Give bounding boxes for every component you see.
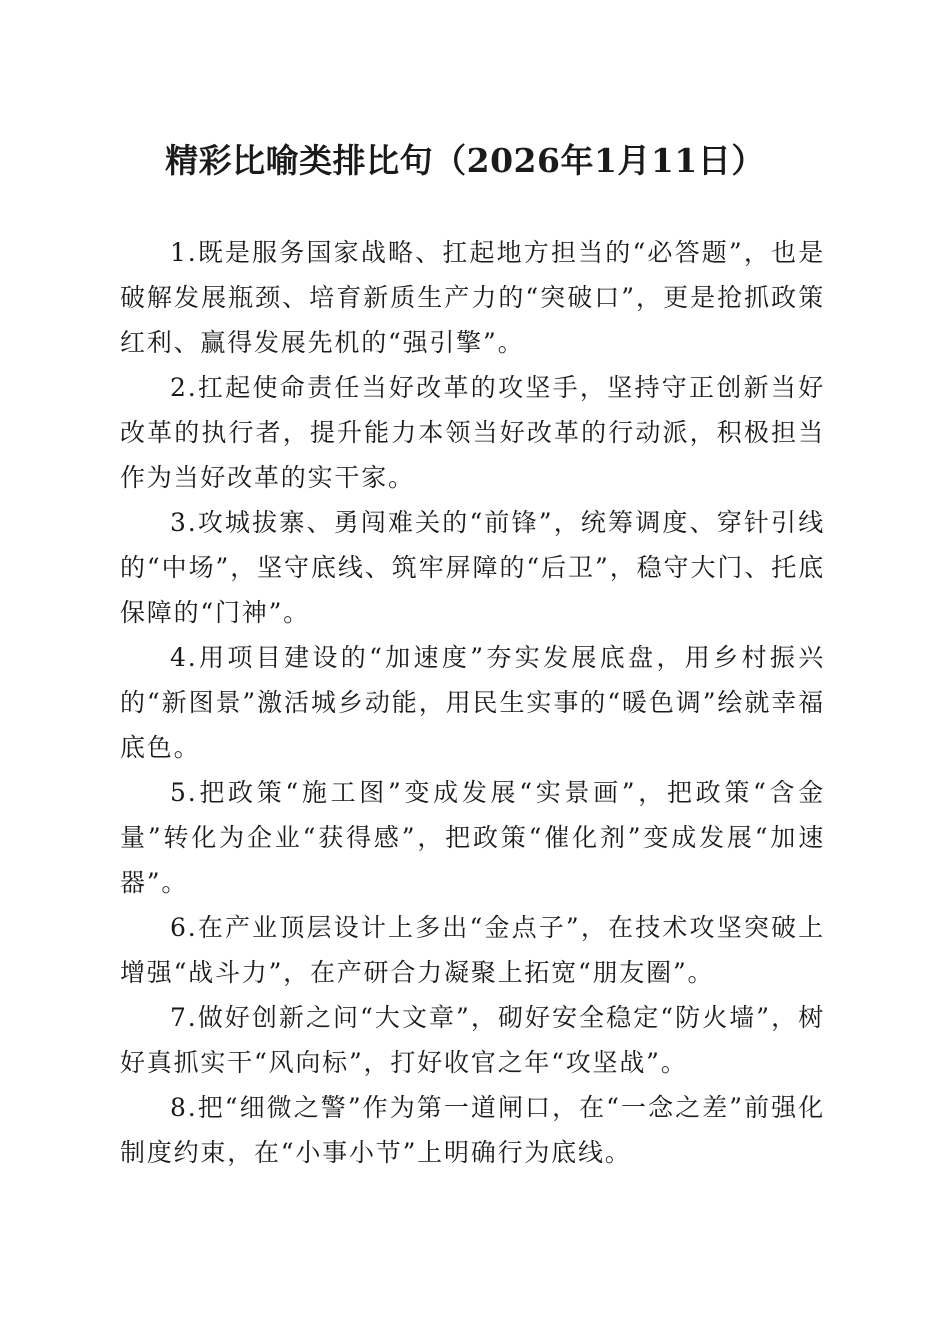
paragraph-6: 6.在产业顶层设计上多出“金点子”，在技术攻坚突破上增强“战斗力”，在产研合力凝聚上拓宽“朋友圈”。 bbox=[120, 913, 825, 987]
paragraph-4: 4.用项目建设的“加速度”夯实发展底盘，用乡村振兴的“新图景”激活城乡动能，用民生实事的“暖色调”绘就幸福底色。 bbox=[120, 643, 825, 762]
paragraph-5: 5.把政策“施工图”变成发展“实景画”，把政策“含金量”转化为企业“获得感”，把政策“催化剂”变成发展“加速器”。 bbox=[120, 778, 825, 897]
paragraph-1: 1.既是服务国家战略、扛起地方担当的“必答题”，也是破解发展瓶颈、培育新质生产力的“突破口”，更是抢抓政策红利、赢得发展先机的“强引擎”。 bbox=[120, 238, 825, 357]
document-title: 精彩比喻类排比句（2026年1月11日） bbox=[165, 141, 765, 180]
paragraph-7: 7.做好创新之问“大文章”，砌好安全稳定“防火墙”，树好真抓实干“风向标”，打好收官之年“攻坚战”。 bbox=[120, 1003, 825, 1077]
paragraph-2: 2.扛起使命责任当好改革的攻坚手，坚持守正创新当好改革的执行者，提升能力本领当好改革的行动派，积极担当作为当好改革的实干家。 bbox=[120, 373, 825, 492]
paragraph-8: 8.把“细微之警”作为第一道闸口，在“一念之差”前强化制度约束，在“小事小节”上明确行为底线。 bbox=[120, 1093, 825, 1167]
document-body bbox=[120, 230, 825, 1175]
paragraph-3: 3.攻城拔寨、勇闯难关的“前锋”，统筹调度、穿针引线的“中场”，坚守底线、筑牢屏障的“后卫”，稳守大门、托底保障的“门神”。 bbox=[120, 508, 825, 627]
